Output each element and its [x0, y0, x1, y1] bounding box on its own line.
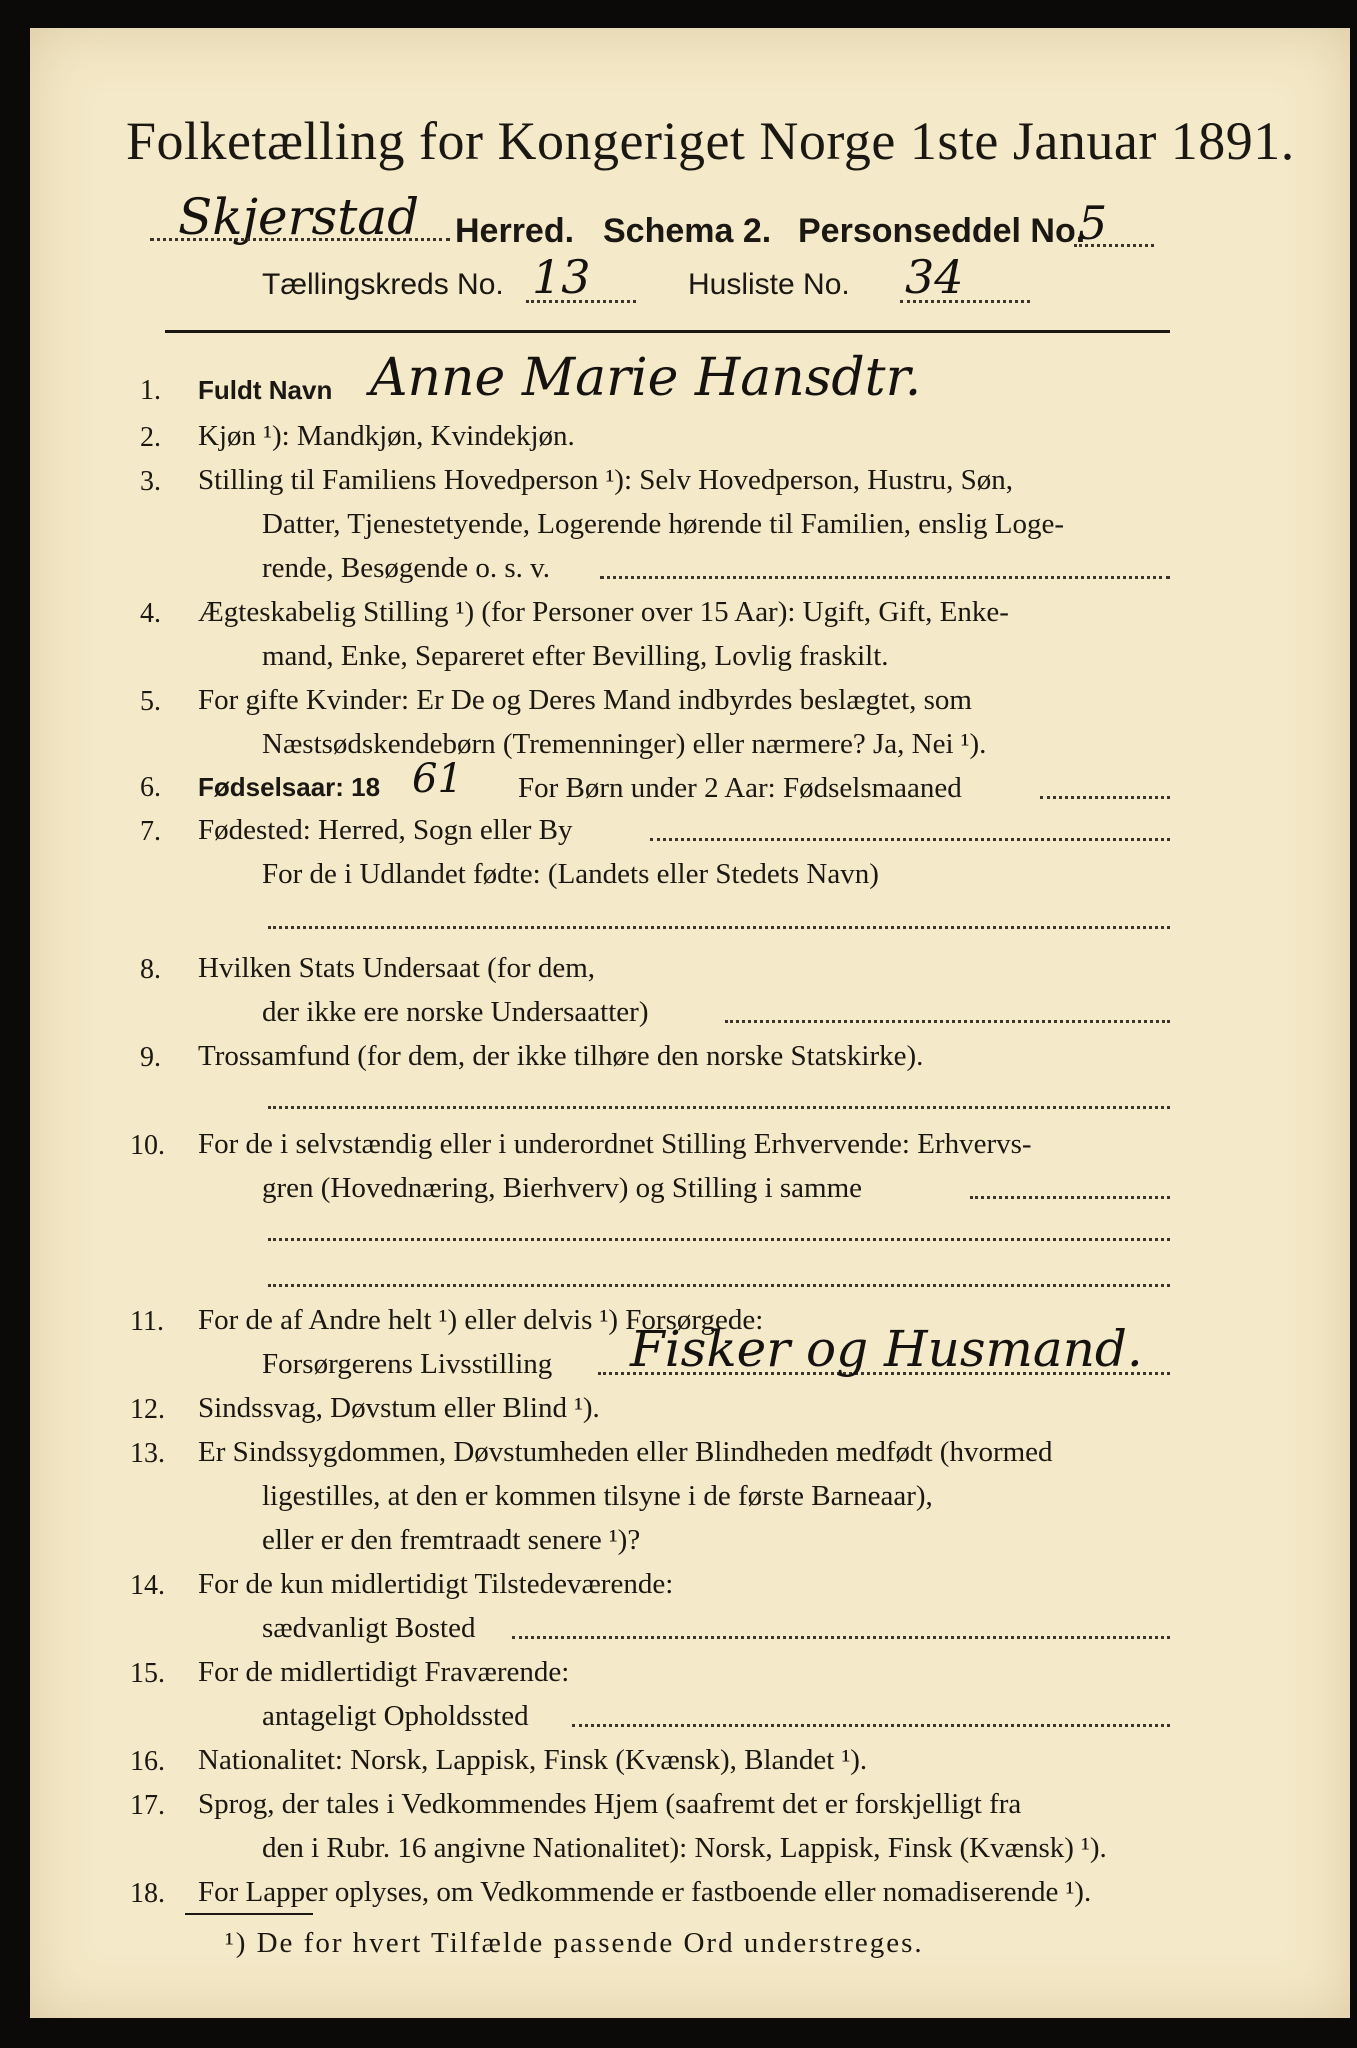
item-line: Trossamfund (for dem, der ikke tilhøre den norske Statskirke).	[198, 1040, 924, 1072]
item-number: 11.	[130, 1306, 164, 1337]
item-number: 8.	[140, 954, 161, 985]
item-line: Næstsødskendebørn (Tremenninger) eller nærmere? Ja, Nei ¹).	[262, 728, 987, 760]
item-number: 12.	[130, 1394, 165, 1425]
item-number: 13.	[130, 1438, 165, 1469]
item-line: For de af Andre helt ¹) eller delvis ¹) Forsørgede:	[198, 1304, 764, 1336]
item-number: 4.	[140, 598, 161, 629]
item-number: 5.	[140, 686, 161, 717]
item-number: 17.	[130, 1790, 165, 1821]
item-line: Kjøn ¹): Mandkjøn, Kvindekjøn.	[198, 420, 575, 452]
item-line: Fødested: Herred, Sogn eller By	[198, 814, 573, 846]
item-line: Hvilken Stats Undersaat (for dem,	[198, 952, 596, 984]
husliste-number: 34	[905, 250, 964, 304]
personseddel-label: Personseddel No.	[798, 212, 1086, 250]
item-number: 6.	[140, 772, 161, 803]
item-number: 14.	[130, 1570, 165, 1601]
personseddel-number: 5	[1078, 196, 1108, 250]
item-line: rende, Besøgende o. s. v.	[262, 552, 551, 584]
herred-label: Herred.	[455, 212, 575, 250]
item-line: Sprog, der tales i Vedkommendes Hjem (saafremt det er forskjelligt fra	[198, 1788, 1022, 1820]
answer-dots	[970, 1196, 1170, 1199]
kreds-dots	[526, 300, 636, 303]
header-rule	[165, 330, 1170, 333]
item-line: Forsørgerens Livsstilling	[262, 1348, 553, 1380]
husliste-label: Husliste No.	[688, 268, 850, 301]
item-line: ligestilles, at den er kommen tilsyne i de første Barneaar),	[262, 1480, 933, 1512]
item-number: 3.	[140, 466, 161, 497]
husliste-dots	[900, 300, 1030, 303]
item-line: eller er den fremtraadt senere ¹)?	[262, 1524, 641, 1556]
answer-dots	[600, 576, 1170, 579]
answer-dots	[725, 1020, 1170, 1023]
birth-month-label: For Børn under 2 Aar: Fødselsmaaned	[518, 772, 962, 804]
footnote: ¹) De for hvert Tilfælde passende Ord understreges.	[225, 1927, 924, 1959]
answer-dots	[268, 1238, 1170, 1241]
herred-dots	[150, 238, 450, 241]
answer-dots	[268, 1284, 1170, 1287]
kreds-number: 13	[532, 250, 591, 304]
answer-dots	[268, 926, 1170, 929]
item-number: 10.	[130, 1130, 165, 1161]
item-line: For de i selvstændig eller i underordnet Stilling Erhvervende: Erhvervs-	[198, 1128, 1032, 1160]
item-line: Er Sindssygdommen, Døvstumheden eller Blindheden medfødt (hvormed	[198, 1436, 1053, 1468]
answer-dots	[512, 1636, 1170, 1639]
item-line: For de kun midlertidigt Tilstedeværende:	[198, 1568, 674, 1600]
birth-year-label: Fødselsaar: 18	[198, 772, 381, 802]
item-line: Ægteskabelig Stilling ¹) (for Personer over 15 Aar): Ugift, Gift, Enke-	[198, 596, 1009, 628]
item-line: gren (Hovednæring, Bierhverv) og Stilling i samme	[262, 1172, 863, 1204]
kreds-label: Tællingskreds No.	[262, 268, 504, 301]
item-number: 18.	[130, 1878, 165, 1909]
item-number: 7.	[140, 816, 161, 847]
herred-handwritten: Skjerstad	[178, 188, 420, 246]
item-line: mand, Enke, Separeret efter Bevilling, Lovlig fraskilt.	[262, 640, 889, 672]
item-line: For Lapper oplyses, om Vedkommende er fastboende eller nomadiserende ¹).	[198, 1876, 1092, 1908]
item-line: der ikke ere norske Undersaatter)	[262, 996, 649, 1028]
item-line: Nationalitet: Norsk, Lappisk, Finsk (Kvænsk), Blandet ¹).	[198, 1744, 868, 1776]
answer-dots	[1040, 796, 1170, 799]
item-line: For de midlertidigt Fraværende:	[198, 1656, 570, 1688]
item-number: 1.	[140, 375, 161, 406]
item-number: 9.	[140, 1042, 161, 1073]
item-line: Stilling til Familiens Hovedperson ¹): Selv Hovedperson, Hustru, Søn,	[198, 464, 1014, 496]
item-line: den i Rubr. 16 angivne Nationalitet): Norsk, Lappisk, Finsk (Kvænsk) ¹).	[262, 1832, 1107, 1864]
footnote-rule	[185, 1913, 313, 1915]
answer-dots	[650, 838, 1170, 841]
item-line: sædvanligt Bosted	[262, 1612, 476, 1644]
item-number: 15.	[130, 1658, 165, 1689]
provider-occupation-handwritten: Fisker og Husmand.	[630, 1320, 1143, 1378]
answer-dots	[268, 1106, 1170, 1109]
item-line: For de i Udlandet fødte: (Landets eller Stedets Navn)	[262, 858, 879, 890]
item-number: 16.	[130, 1746, 165, 1777]
form-title: Folketælling for Kongeriget Norge 1ste Januar 1891.	[126, 111, 1295, 171]
full-name-label: Fuldt Navn	[198, 375, 333, 405]
answer-dots	[572, 1724, 1170, 1727]
item-line: Sindssvag, Døvstum eller Blind ¹).	[198, 1392, 600, 1424]
birth-year-handwritten: 61	[412, 756, 463, 802]
item-line: antageligt Opholdssted	[262, 1700, 529, 1732]
item-line: Datter, Tjenestetyende, Logerende hørende til Familien, enslig Loge-	[262, 508, 1064, 540]
item-line: For gifte Kvinder: Er De og Deres Mand indbyrdes beslægtet, som	[198, 684, 972, 716]
item-number: 2.	[140, 422, 161, 453]
full-name-handwritten: Anne Marie Hansdtr.	[370, 348, 922, 408]
personseddel-dots	[1074, 244, 1154, 247]
census-form-sheet	[30, 28, 1350, 2018]
schema-label: Schema 2.	[603, 212, 772, 250]
